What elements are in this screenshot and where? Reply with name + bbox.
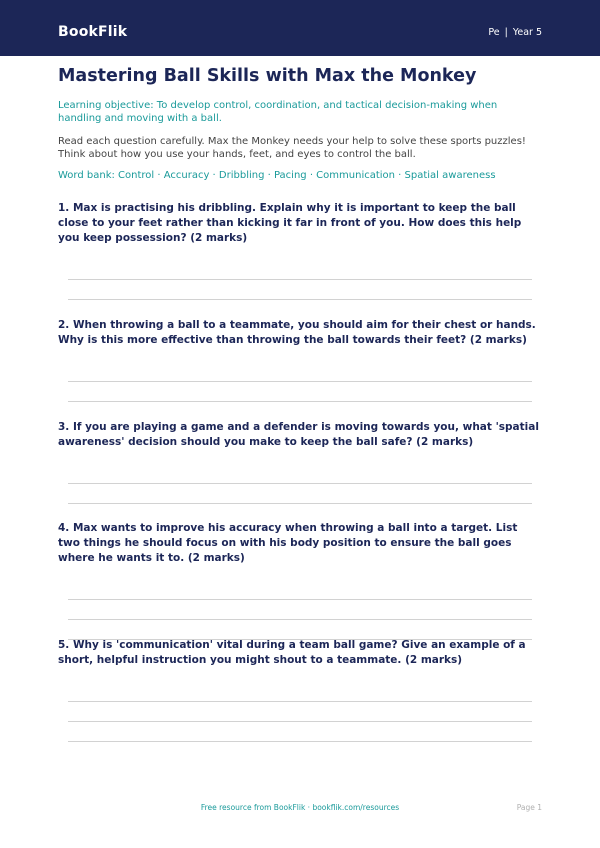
question-block-1 [58, 201, 542, 246]
word-bank: Word bank: Control · Accuracy · Dribbling · Pacing · Communication · Spatial awareness [58, 170, 496, 181]
footer-credit-link[interactable]: Free resource from BookFlik · bookflik.com/resources [200, 803, 400, 812]
question-text: 1. Max is practising his dribbling. Explain why it is important to keep the ball close to your feet rather than kicking it far in front of you. How does this help you keep possession? (2 marks) [58, 202, 522, 244]
worksheet-title: Mastering Ball Skills with Max the Monkey [58, 66, 477, 86]
question-block-2 [58, 318, 542, 348]
answer-line[interactable] [68, 619, 532, 620]
answer-line[interactable] [68, 381, 532, 382]
subject-label: Pe [488, 27, 500, 38]
meta-separator: | [504, 27, 508, 38]
answer-line[interactable] [68, 741, 532, 742]
worksheet-intro [58, 64, 542, 182]
year-label: Year 5 [512, 27, 542, 38]
answer-line[interactable] [68, 701, 532, 702]
brand-logo-text: BookFlik [58, 24, 128, 40]
question-text: 4. Max wants to improve his accuracy when throwing a ball into a target. List two things he should focus on with his body position to ensure the ball goes where he wants it to. (2 marks) [58, 522, 518, 564]
question-block-4 [58, 521, 542, 566]
answer-line[interactable] [68, 279, 532, 280]
answer-line[interactable] [68, 599, 532, 600]
page-header [0, 0, 600, 56]
answer-line[interactable] [68, 483, 532, 484]
answer-line[interactable] [68, 503, 532, 504]
instructions-text: Read each question carefully. Max the Monkey needs your help to solve these sports puzzles! Think about how you use your hands, feet, and eyes to control the ball. [58, 136, 526, 160]
subject-year-label [488, 26, 542, 40]
answer-line[interactable] [68, 299, 532, 300]
answer-line[interactable] [68, 721, 532, 722]
question-block-3 [58, 420, 542, 450]
page-number: Page 1 [516, 803, 542, 812]
question-text: 2. When throwing a ball to a teammate, you should aim for their chest or hands. Why is this more effective than throwing the ball towards their feet? (2 marks) [58, 319, 536, 346]
question-text: 3. If you are playing a game and a defender is moving towards you, what 'spatial awareness' decision should you make to keep the ball safe? (2 marks) [58, 421, 539, 448]
learning-objective: Learning objective: To develop control, coordination, and tactical decision-making when handling and moving with a ball. [58, 100, 498, 124]
question-block-5 [58, 638, 542, 668]
question-text: 5. Why is 'communication' vital during a team ball game? Give an example of a short, helpful instruction you might shout to a teammate. (2 marks) [58, 639, 526, 666]
answer-line[interactable] [68, 401, 532, 402]
